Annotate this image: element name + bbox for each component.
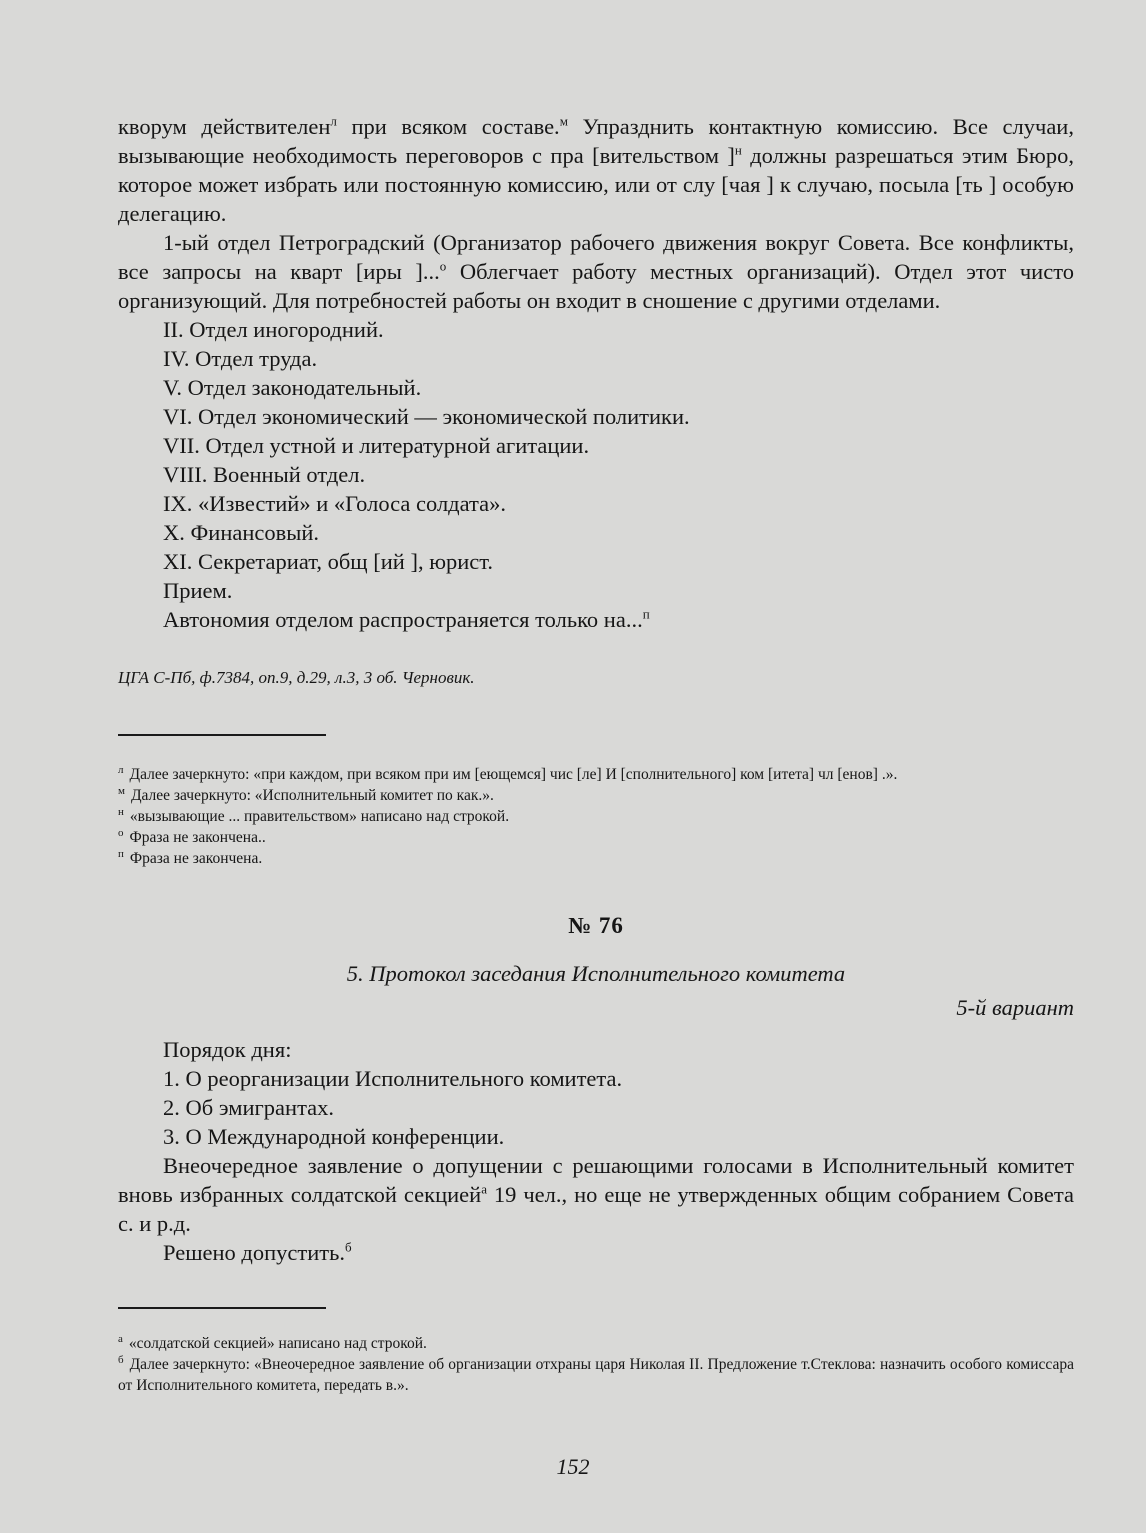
footnote xyxy=(118,764,1074,785)
footnote-text: «солдатской секцией» написано над строкой. xyxy=(128,1335,427,1352)
footnote xyxy=(118,827,1074,848)
footnote-mark: н xyxy=(118,805,124,818)
paragraph-autonomy xyxy=(118,605,1074,634)
department-item: X. Финансовый. xyxy=(163,520,320,545)
document-number: № 76 xyxy=(568,913,624,938)
department-item: II. Отдел иногородний. xyxy=(163,317,384,342)
department-item: XI. Секретариат, общ [ий ], юрист. xyxy=(163,549,494,574)
footnote-text: «вызывающие ... правительством» написано над строкой. xyxy=(129,808,510,825)
department-item: VI. Отдел экономический — экономической политики. xyxy=(163,404,690,429)
footnote xyxy=(118,848,1074,869)
department-item: Прием. xyxy=(163,578,233,603)
footnote xyxy=(118,1354,1074,1396)
agenda-heading: Порядок дня: xyxy=(163,1037,292,1062)
department-item: IX. «Известий» и «Голоса солдата». xyxy=(163,491,506,516)
footnote-ref: о xyxy=(439,258,447,274)
document-title: 5. Протокол заседания Исполнительного комитета xyxy=(346,961,846,986)
document-variant: 5-й вариант xyxy=(956,995,1074,1020)
agenda-item: 3. О Международной конференции. xyxy=(163,1124,505,1149)
footnote-mark: л xyxy=(118,763,124,776)
text-run: Упразднить контактную комиссию. Все случаи, вызывающие необходимость переговоров с пра [вительством ] xyxy=(118,114,1074,168)
department-item: V. Отдел законодательный. xyxy=(163,375,422,400)
footnote-mark: м xyxy=(118,784,125,797)
paragraph-first-department xyxy=(118,228,1074,315)
department-item: IV. Отдел труда. xyxy=(163,346,318,371)
footnote-text: Фраза не закончена. xyxy=(129,850,263,867)
footnote-divider xyxy=(118,734,326,736)
footnote-text: Фраза не закончена.. xyxy=(129,829,266,846)
text-run: кворум действителен xyxy=(118,114,331,139)
footnote xyxy=(118,1333,1074,1354)
footnote-ref: а xyxy=(481,1181,487,1197)
department-item: VIII. Военный отдел. xyxy=(163,462,366,487)
footnotes-second xyxy=(118,1333,1074,1396)
departments-list xyxy=(118,315,1074,605)
footnote-mark: п xyxy=(118,847,124,860)
footnote-mark: а xyxy=(118,1332,123,1345)
footnote-text: Далее зачеркнуто: «Исполнительный комитет по как.». xyxy=(130,787,494,804)
footnote-ref: н xyxy=(734,142,742,158)
footnote-mark: б xyxy=(118,1353,124,1366)
agenda-item: 1. О реорганизации Исполнительного комитета. xyxy=(163,1066,623,1091)
footnote xyxy=(118,785,1074,806)
footnote-ref: м xyxy=(559,113,568,129)
footnote-ref: б xyxy=(345,1239,352,1255)
text-run: 19 чел., но еще не утвержденных общим собранием Совета с. и р.д. xyxy=(118,1182,1074,1236)
footnote-mark: о xyxy=(118,826,124,839)
text-run: Автономия отделом распространяется только на... xyxy=(163,607,643,632)
footnote-ref: п xyxy=(642,606,650,622)
footnote-text: Далее зачеркнуто: «Внеочередное заявление об организации отхраны царя Николая II. Предложение т.Стеклова: назначить особого комиссара от Исполнительного комитета, передать в.». xyxy=(118,1356,1074,1394)
agenda-list xyxy=(118,1064,1074,1151)
text-run: Решено допустить. xyxy=(163,1240,345,1265)
footnote-text: Далее зачеркнуто: «при каждом, при всяком при им [еющемся] чис [ле] И [сполнительного] ком [итета] чл [енов] .». xyxy=(129,766,898,783)
paragraph-decision xyxy=(118,1238,1074,1267)
main-text xyxy=(118,112,1074,634)
text-run: при всяком составе. xyxy=(336,114,560,139)
footnote-ref: л xyxy=(330,113,337,129)
text-run: 1-ый отдел Петроградский (Организатор рабочего движения вокруг Совета. Все конфликты, все запросы на кварт [иры ]... xyxy=(118,230,1074,284)
text-run: должны разрешаться этим Бюро, которое может избрать или постоянную комиссию, или от слу [чая ] к случаю, посыла [ть ] особую делегацию. xyxy=(118,143,1074,226)
paragraph-quorum xyxy=(118,112,1074,228)
text-run: Внеочередное заявление о допущении с решающими голосами в Исполнительный комитет вновь избранных солдатской секцией xyxy=(118,1153,1074,1207)
page-number: 152 xyxy=(556,1454,590,1479)
archive-source: ЦГА С-Пб, ф.7384, оп.9, д.29, л.3, 3 об. Черновик. xyxy=(118,668,475,687)
text-run: Облегчает работу местных организаций). Отдел этот чисто организующий. Для потребностей работы он входит в сношение с другими отделами. xyxy=(118,259,1074,313)
agenda-item: 2. Об эмигрантах. xyxy=(163,1095,335,1120)
paragraph-statement xyxy=(118,1151,1074,1238)
footnotes-first xyxy=(118,764,1074,869)
footnote-divider-2 xyxy=(118,1307,326,1309)
department-item: VII. Отдел устной и литературной агитации. xyxy=(163,433,590,458)
footnote xyxy=(118,806,1074,827)
protocol-text xyxy=(118,1035,1074,1267)
